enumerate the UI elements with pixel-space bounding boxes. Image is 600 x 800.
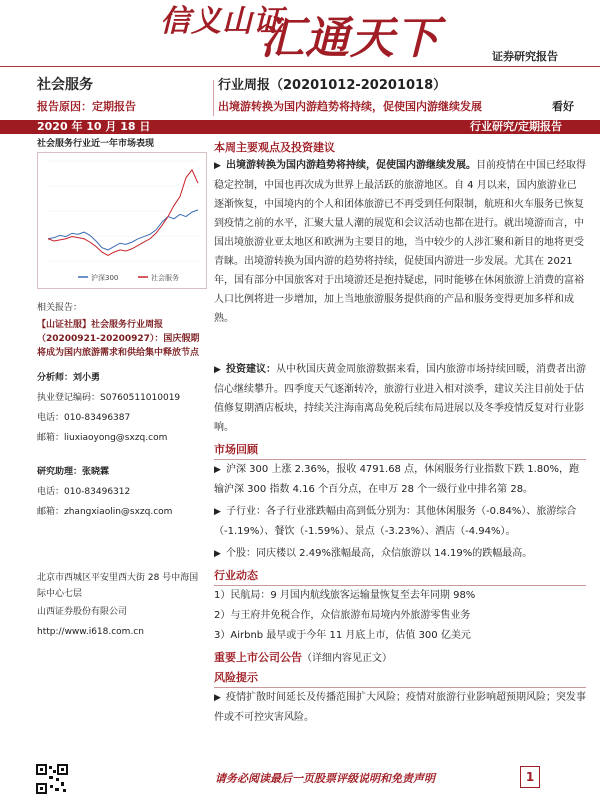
- header-divider: [0, 66, 600, 67]
- outlook-lead: 出境游转换为国内游趋势将持续，促使国内游继续发展。: [226, 160, 476, 171]
- disclaimer-text: 请务必阅读最后一页股票评级说明和免责声明: [215, 772, 435, 785]
- analyst-email[interactable]: 邮箱：liuxiaoyong@sxzq.com: [37, 433, 168, 443]
- news-item-1: 1）民航局：9 月国内航线旅客运输量恢复至去年同期 98%: [214, 590, 476, 601]
- report-category: 行业研究/定期报告: [470, 120, 563, 133]
- chart-series-line: [48, 210, 198, 250]
- advice-text: 从中秋国庆黄金周旅游数据来看，国内旅游市场持续回暖，消费者出游信心继续攀升。四季度天气逐渐转冷，旅游行业进入相对淡季，建议关注目前处于估值修复期酒店板块，持续关注海南离岛免税后续布局进展以及冬季疫情反复对行业影响。: [214, 364, 586, 433]
- market-item-stocks: [214, 544, 586, 564]
- assistant-email[interactable]: 邮箱：zhangxiaolin@sxzq.com: [37, 507, 173, 517]
- chart-title: 社会服务行业近一年市场表现: [37, 139, 155, 149]
- analyst-line: [37, 370, 205, 386]
- news-item-3: 3）Airbnb 最早或于今年 11 月底上市，估值 300 亿美元: [214, 630, 471, 641]
- announcements-note: （详细内容见正文）: [302, 653, 392, 664]
- chart-series-line: [48, 170, 198, 256]
- company-name: 山西证券股份有限公司: [37, 607, 128, 617]
- related-report-link[interactable]: 【山证社服】社会服务行业周报（20200921-20200927）：国庆假期将成为国内旅游需求和供给集中释放节点: [37, 320, 200, 358]
- bullet-icon: ▶: [214, 549, 221, 559]
- related-label: 相关报告：: [37, 303, 83, 313]
- header-separator: [213, 80, 214, 116]
- bullet-icon: ▶: [214, 693, 221, 703]
- qr-code-icon: [36, 764, 68, 794]
- assistant-phone: 电话：010-83496312: [37, 487, 131, 497]
- risk-text: 疫情扩散时间延长及传播范围扩大风险；疫情对旅游行业影响超预期风险；突发事件或不可控灾害风险。: [214, 692, 586, 723]
- section-company-announcements: [214, 648, 586, 668]
- bullet-icon: ▶: [214, 161, 221, 171]
- doc-type-label: 证券研究报告: [492, 50, 558, 63]
- outlook-text: 目前疫情在中国已经取得稳定控制，中国也再次成为世界上最活跃的旅游地区。自 4 月以来，国内旅游业已逐渐恢复，中国境内的个人和团体旅游已不再受到任何限制，航班和火车服务已恢复到疫情之前的水平，汇聚大量人潮的展览和会议活动也都在进行。就出境游而言，中国出境旅游业亚太地区和欧洲为主要目的地，当中较少的人涉汇聚和新目的地将更受青睐。出境游转换为国内游的趋势将持续，促使国内游进一步发展。尤其在 2021 年，国有部分中国旅客对于出境游还是抱持疑虑，同时能够在休闲旅游上消费的富裕人口比例将进一步增加，加上当地旅游服务提供商的产品和服务变得更加多样和成熟。: [214, 160, 586, 324]
- rating-label: 看好: [552, 100, 574, 113]
- market-performance-chart: [37, 152, 207, 289]
- assistant-label: 研究助理：: [37, 467, 83, 477]
- analyst-label: 分析师：: [37, 373, 74, 383]
- section-investment-views: 本周主要观点及投资建议: [214, 141, 335, 154]
- license-number: 执业登记编码：S0760511010019: [37, 393, 181, 403]
- bullet-icon: ▶: [214, 365, 221, 375]
- market-item-index: [214, 460, 586, 499]
- assistant-line: [37, 464, 205, 480]
- section-risk: 风险提示: [214, 668, 586, 688]
- brand-logo: [160, 0, 460, 64]
- stocks-text: 个股：同庆楼以 2.49%涨幅最高，众信旅游以 14.19%的跌幅最高。: [226, 548, 533, 559]
- risk-item: [214, 688, 586, 727]
- subindustry-text: 子行业：各子行业涨跌幅由高到低分别为：其他休闲服务（-0.84%）、旅游综合（-1.19%）、餐饮（-1.59%）、景点（-3.23%）、酒店（-4.94%）。: [214, 506, 577, 537]
- chart-legend-label: 社会服务: [151, 274, 179, 282]
- news-item-2: 2）与王府井免税合作，众信旅游布局境内外旅游零售业务: [214, 610, 471, 621]
- paragraph-outlook: [214, 156, 586, 328]
- date-bar: [0, 120, 600, 134]
- page-number: 1: [520, 766, 540, 788]
- section-market-review: 市场回顾: [214, 440, 586, 460]
- report-reason: 报告原因：定期报告: [37, 100, 136, 113]
- bullet-icon: ▶: [214, 507, 221, 517]
- logo-text-part1: 信义山证: [160, 4, 284, 39]
- logo-text-part2: 汇通天下: [260, 13, 440, 64]
- sector-title: 社会服务: [37, 77, 93, 93]
- analyst-phone: 电话：010-83496387: [37, 413, 131, 423]
- announcements-title: 重要上市公司公告: [214, 651, 302, 664]
- company-website[interactable]: http://www.i618.com.cn: [37, 627, 144, 637]
- address-line1: 北京市西城区平安里西大街 28 号中海国: [37, 573, 199, 583]
- market-index-text: 沪深 300 上涨 2.36%，报收 4791.68 点，休闲服务行业指数下跌 1.80%，跑输沪深 300 指数 4.16 个百分点，在申万 28 个一级行业中排名第 28。: [214, 464, 580, 495]
- report-type-title: 行业周报（20201012-20201018）: [218, 78, 447, 93]
- assistant-name: 张晓霖: [82, 467, 110, 477]
- address-line2: 际中心七层: [37, 589, 83, 599]
- paragraph-advice: [214, 360, 586, 437]
- analyst-name: 刘小勇: [73, 373, 101, 383]
- bullet-icon: ▶: [214, 465, 221, 475]
- chart-svg: [38, 153, 206, 288]
- section-industry-news: 行业动态: [214, 566, 586, 586]
- chart-legend-label: 沪深300: [91, 274, 119, 282]
- advice-lead: 投资建议：: [226, 364, 276, 375]
- report-headline: 出境游转换为国内游趋势将持续，促使国内游继续发展: [218, 100, 482, 113]
- market-item-subindustry: [214, 502, 586, 541]
- report-date: 2020 年 10 月 18 日: [37, 120, 151, 133]
